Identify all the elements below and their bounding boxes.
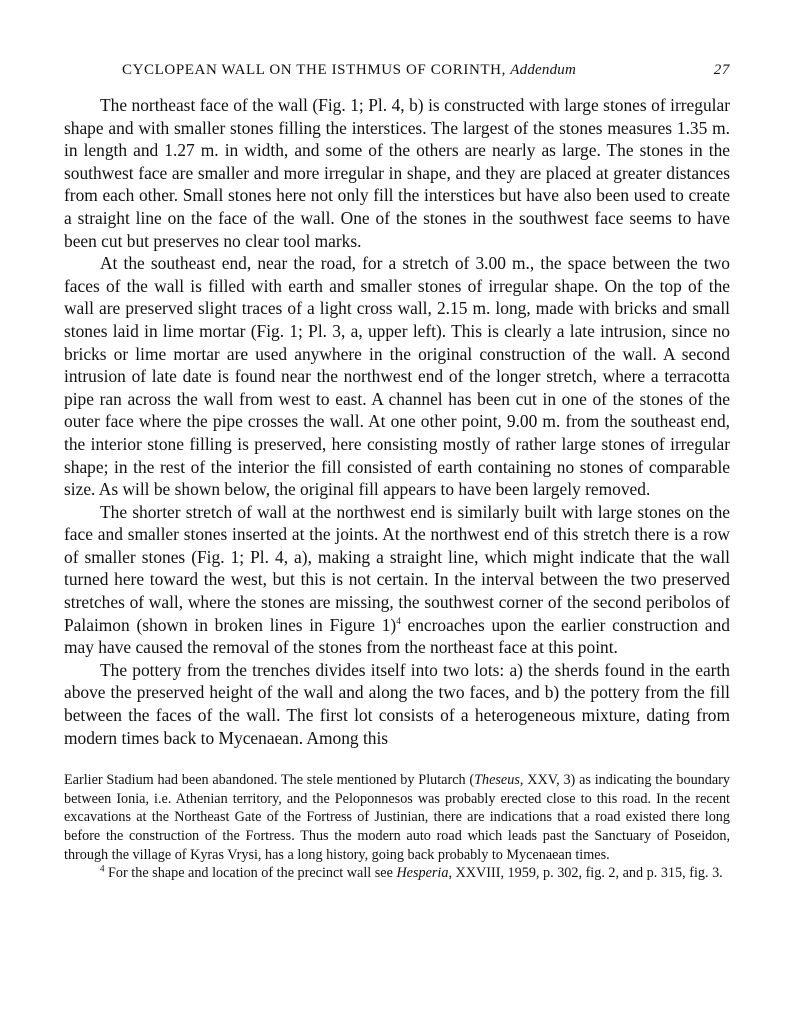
footnote-4: [64, 864, 730, 883]
page: [64, 58, 730, 883]
running-title-italic: Addendum: [510, 62, 577, 78]
footnote-4-text-b: , XXVIII, 1959, p. 302, fig. 2, and p. 315, fig. 3.: [448, 865, 723, 882]
footnote-ref-4[interactable]: 4: [396, 615, 401, 626]
footnote-work-title: Theseus: [474, 772, 520, 789]
footnote-continued: [64, 771, 730, 864]
page-number: 27: [713, 62, 730, 78]
running-title: [122, 62, 576, 79]
paragraph-3-text-b: encroaches upon the earlier construction and may have caused the removal of the stones from the northeast face at this point.: [64, 614, 730, 658]
running-title-text: CYCLOPEAN WALL ON THE ISTHMUS OF CORINTH,: [122, 62, 506, 78]
footnotes: [64, 771, 730, 883]
footnote-continued-a: Earlier Stadium had been abandoned. The stele mentioned by Plutarch (: [64, 772, 475, 789]
footnote-4-journal: Hesperia: [396, 865, 449, 882]
paragraph-3: [64, 501, 730, 659]
paragraph-4: The pottery from the trenches divides itself into two lots: a) the sherds found in the earth above the preserved height of the wall and along the two faces, and b) the pottery from the fill between the faces of the wall. The first lot consists of a heterogeneous mixture, dating from modern times back to Mycenaean. Among this: [64, 659, 730, 748]
main-text: [64, 94, 730, 749]
footnote-4-text-a: For the shape and location of the precinct wall see: [104, 865, 397, 882]
paragraph-3-text-a: The shorter stretch of wall at the northwest end is similarly built with large stones on the face and smaller stones inserted at the joints. At the northwest end of this stretch there is a row of smaller stones (Fig. 1; Pl. 4, a), making a straight line, which might indicate that the wall turned here toward the west, but this is not certain. In the interval between the two preserved stretches of wall, where the stones are missing, the southwest corner of the second peribolos of Palaimon (shown in broken lines in Figure 1): [64, 501, 730, 635]
paragraph-2: At the southeast end, near the road, for a stretch of 3.00 m., the space between the two faces of the wall is filled with earth and smaller stones of irregular shape. On the top of the wall are preserved slight traces of a light cross wall, 2.15 m. long, made with bricks and small stones laid in lime mortar (Fig. 1; Pl. 3, a, upper left). This is clearly a late intrusion, since no bricks or lime mortar are used anywhere in the original construction of the wall. A second intrusion of late date is found near the northwest end of the longer stretch, where a terracotta pipe ran across the wall from west to east. A channel has been cut in one of the stones of the outer face where the pipe crosses the wall. At one other point, 9.00 m. from the southeast end, the interior stone filling is preserved, here consisting mostly of rather large stones of irregular shape; in the rest of the interior the fill consisted of earth containing no stones of comparable size. As will be shown below, the original fill appears to have been largely removed.: [64, 253, 730, 500]
footnote-continued-b: , XXV, 3) as indicating the boundary between Ionia, i.e. Athenian territory, and the Peloponnesos was probably erected close to this road. In the recent excavations at the Northeast Gate of the Fortress of Justinian, there are indications that a road existed there long before the construction of the Fortress. Thus the modern auto road which leads past the Sanctuary of Poseidon, through the village of Kyras Vrysi, has a long history, going back probably to Mycenaean times.: [64, 772, 730, 863]
paragraph-1: The northeast face of the wall (Fig. 1; Pl. 4, b) is constructed with large stones of irregular shape and with smaller stones filling the interstices. The largest of the stones measures 1.35 m. in length and 1.27 m. in width, and some of the others are nearly as large. The stones in the southwest face are smaller and more irregular in shape, and they are placed at greater distances from each other. Small stones here not only fill the interstices but have also been used to create a straight line on the face of the wall. One of the stones in the southwest face seems to have been cut but preserves no clear tool marks.: [64, 95, 730, 251]
running-header: [64, 58, 730, 80]
footnote-4-number: 4: [100, 863, 105, 874]
